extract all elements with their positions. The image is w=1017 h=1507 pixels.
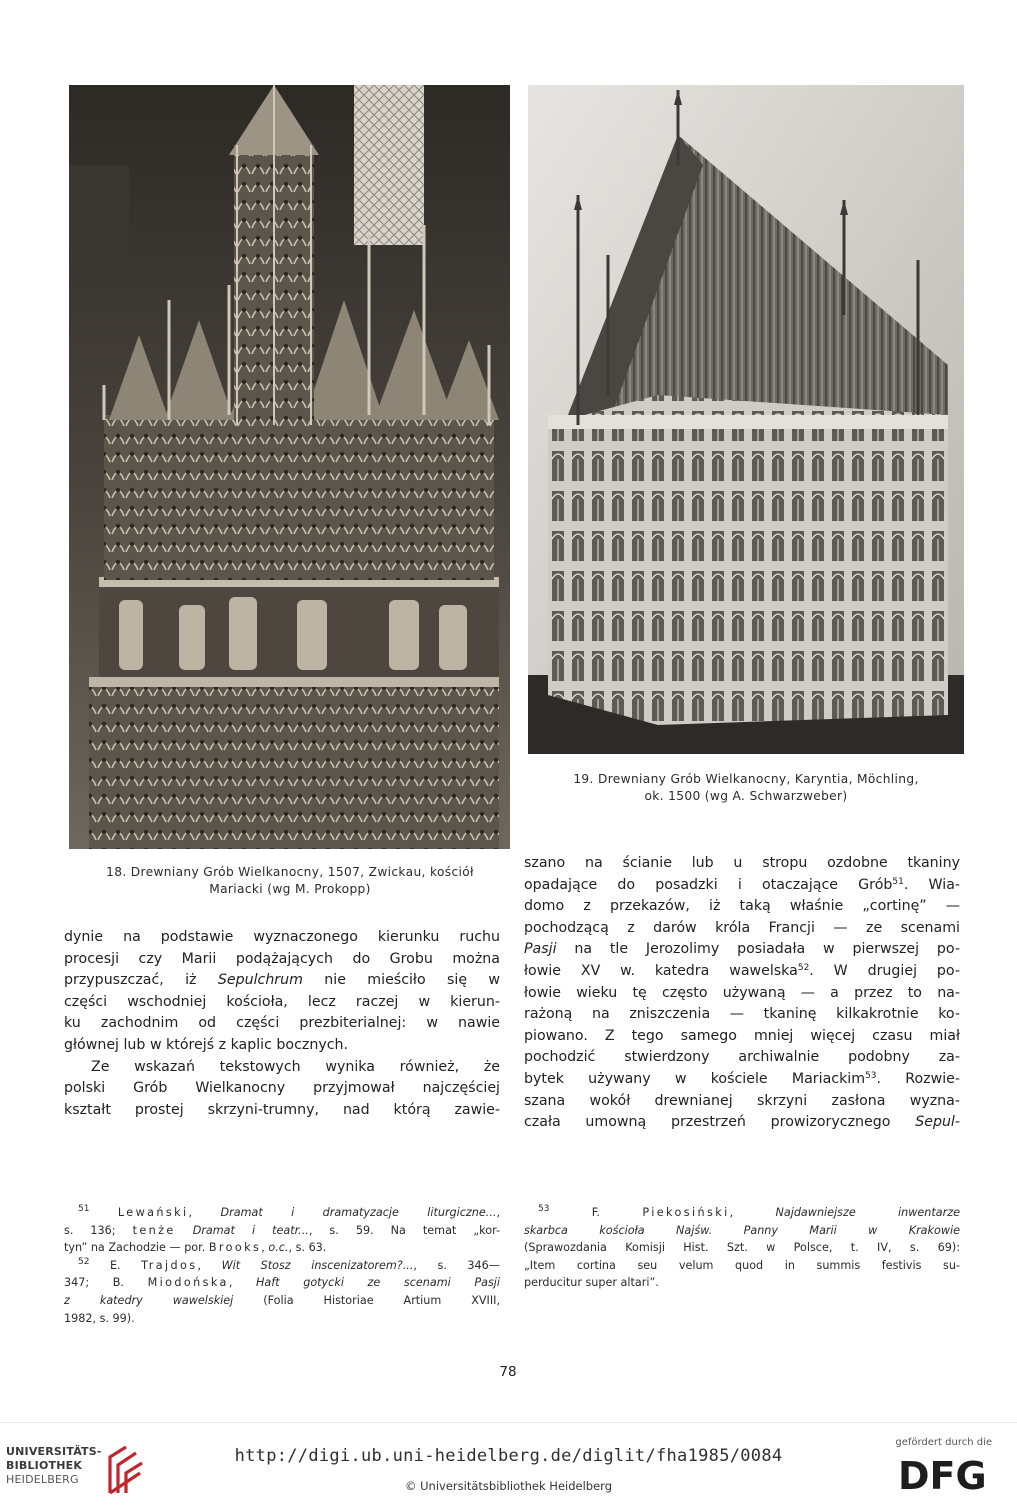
footnote-line: (Sprawozdania Komisji Hist. Szt. w Polsce, t. IV, s. 69): <box>524 1241 960 1255</box>
page-number: 78 <box>499 1364 517 1380</box>
body-line: szano na ścianie lub u stropu ozdobne tkaniny <box>524 855 960 871</box>
body-line: szana wokół drewnianej skrzyni zasłona wyzna- <box>524 1092 960 1109</box>
figure-19-photo <box>528 85 964 754</box>
body-line: kształt prostej skrzyni-trumny, nad którą zawie- <box>64 1101 500 1118</box>
body-text-left-column <box>64 927 500 1121</box>
body-line: domo z przekazów, iż taką właśnie „cortinę” — <box>524 898 960 915</box>
body-line: części wschodniej kościoła, lecz raczej w kierun- <box>64 993 500 1010</box>
footnotes-left <box>64 1204 500 1327</box>
footnote-ref-51[interactable]: 51 <box>892 876 904 887</box>
body-line: dynie na podstawie wyznaczonego kierunku ruchu <box>64 929 500 945</box>
figure-18-photo <box>69 85 510 849</box>
body-line: Ze wskazań tekstowych wynika również, że <box>91 1058 500 1075</box>
body-line: łowie XV w. katedra wawelska$^{52}$. W drugiej po- <box>524 962 960 979</box>
document-url-link[interactable]: http://digi.ub.uni-heidelberg.de/diglit/fha1985/0084 <box>234 1446 783 1466</box>
body-line: łowie wieku tę często używaną — a przez to na- <box>524 984 960 1001</box>
footnote-line: „Item cortina seu velum quod in summis festivis su- <box>524 1258 960 1272</box>
logo-text-line-3: HEIDELBERG <box>6 1473 79 1486</box>
body-line: polski Grób Wielkanocny przyjmował najczęściej <box>64 1080 500 1097</box>
figure-18-caption-line-2: Mariacki (wg M. Prokopp) <box>209 882 371 896</box>
footnote-line: z katedry wawelskiej (Folia Historiae Artium XVIII, <box>64 1293 501 1307</box>
footnote-line: 347; B. Miodońska, Haft gotycki ze scenami Pasji <box>64 1276 501 1290</box>
logo-text-line-1: UNIVERSITÄTS- <box>6 1445 102 1458</box>
footnote-line: perducitur super altari”. <box>524 1276 659 1290</box>
footnote-line: 1982, s. 99). <box>64 1311 135 1325</box>
figure-19-caption <box>523 771 969 805</box>
body-line: bytek używany w kościele Mariackim$^{53}$. Rozwie- <box>524 1070 960 1087</box>
body-line: opadające do posadzki i otaczające Grób$^{51}$. Wia- <box>524 876 961 893</box>
body-text-right-column <box>524 853 960 1134</box>
body-line: rażoną na zniszczenia — tkaninę kilkakrotnie ko- <box>524 1006 960 1023</box>
figure-19-caption-line-2: ok. 1500 (wg A. Schwarzweber) <box>644 789 848 803</box>
body-line: piowano. Z tego samego mniej więcej czasu miał <box>524 1027 960 1044</box>
figure-18-caption-line-1: 18. Drewniany Grób Wielkanocny, 1507, Zwickau, kościół <box>106 865 474 879</box>
dfg-wordmark-text: DFG <box>898 1455 987 1495</box>
footnote-line: tyn” na Zachodzie — por. Brooks, o.c., s. 63. <box>64 1241 327 1255</box>
dfg-supported-label: gefördert durch die <box>895 1437 992 1448</box>
body-line: czała umowną przestrzeń prowizorycznego Sepul- <box>524 1114 960 1131</box>
footnote-52: $^{52}$ E. Trajdos, Wit Stosz inscenizatorem?..., s. 346— <box>78 1256 500 1272</box>
footnotes-right <box>524 1204 960 1292</box>
body-line: procesji czy Marii podążających do Grobu można <box>64 950 500 967</box>
body-line: Pasji na tle Jerozolimy posiadała w pierwszej po- <box>524 941 960 958</box>
footnote-line: skarbca kościoła Najśw. Panny Marii w Krakowie <box>524 1223 960 1237</box>
logo-text-line-2: BIBLIOTHEK <box>6 1459 83 1472</box>
figure-19-image <box>528 85 964 754</box>
footnote-ref-52[interactable]: 52 <box>797 962 810 973</box>
body-line: przypuszczać, iż Sepulchrum nie mieściło się w <box>64 972 500 989</box>
body-line: pochodzić stwierdzony archiwalnie podobny za- <box>524 1049 960 1066</box>
figure-19-caption-line-1: 19. Drewniany Grób Wielkanocny, Karyntia, Möchling, <box>573 772 919 786</box>
dfg-logo[interactable] <box>888 1437 1006 1497</box>
footnote-ref-53[interactable]: 53 <box>865 1070 877 1081</box>
body-line: pochodzącą z darów króla Francji — ze scenami <box>524 919 960 936</box>
figure-18-image <box>69 85 510 849</box>
body-line: głównej lub w którejś z kaplic bocznych. <box>64 1036 349 1053</box>
copyright-notice: © Universitätsbibliothek Heidelberg <box>404 1479 612 1493</box>
footnote-51: $^{51}$ Lewański, Dramat i dramatyzacje liturgiczne..., <box>78 1204 500 1219</box>
footnote-line: s. 136; tenże Dramat i teatr..., s. 59. Na temat „kor- <box>64 1223 500 1237</box>
body-line: ku zachodnim od części prezbiterialnej: w nawie <box>64 1015 500 1032</box>
dfg-wordmark-icon <box>898 1455 998 1495</box>
figure-18-caption <box>64 864 516 898</box>
footnote-53: $^{53}$ F. Piekosiński, Najdawniejsze inwentarze <box>538 1204 960 1219</box>
